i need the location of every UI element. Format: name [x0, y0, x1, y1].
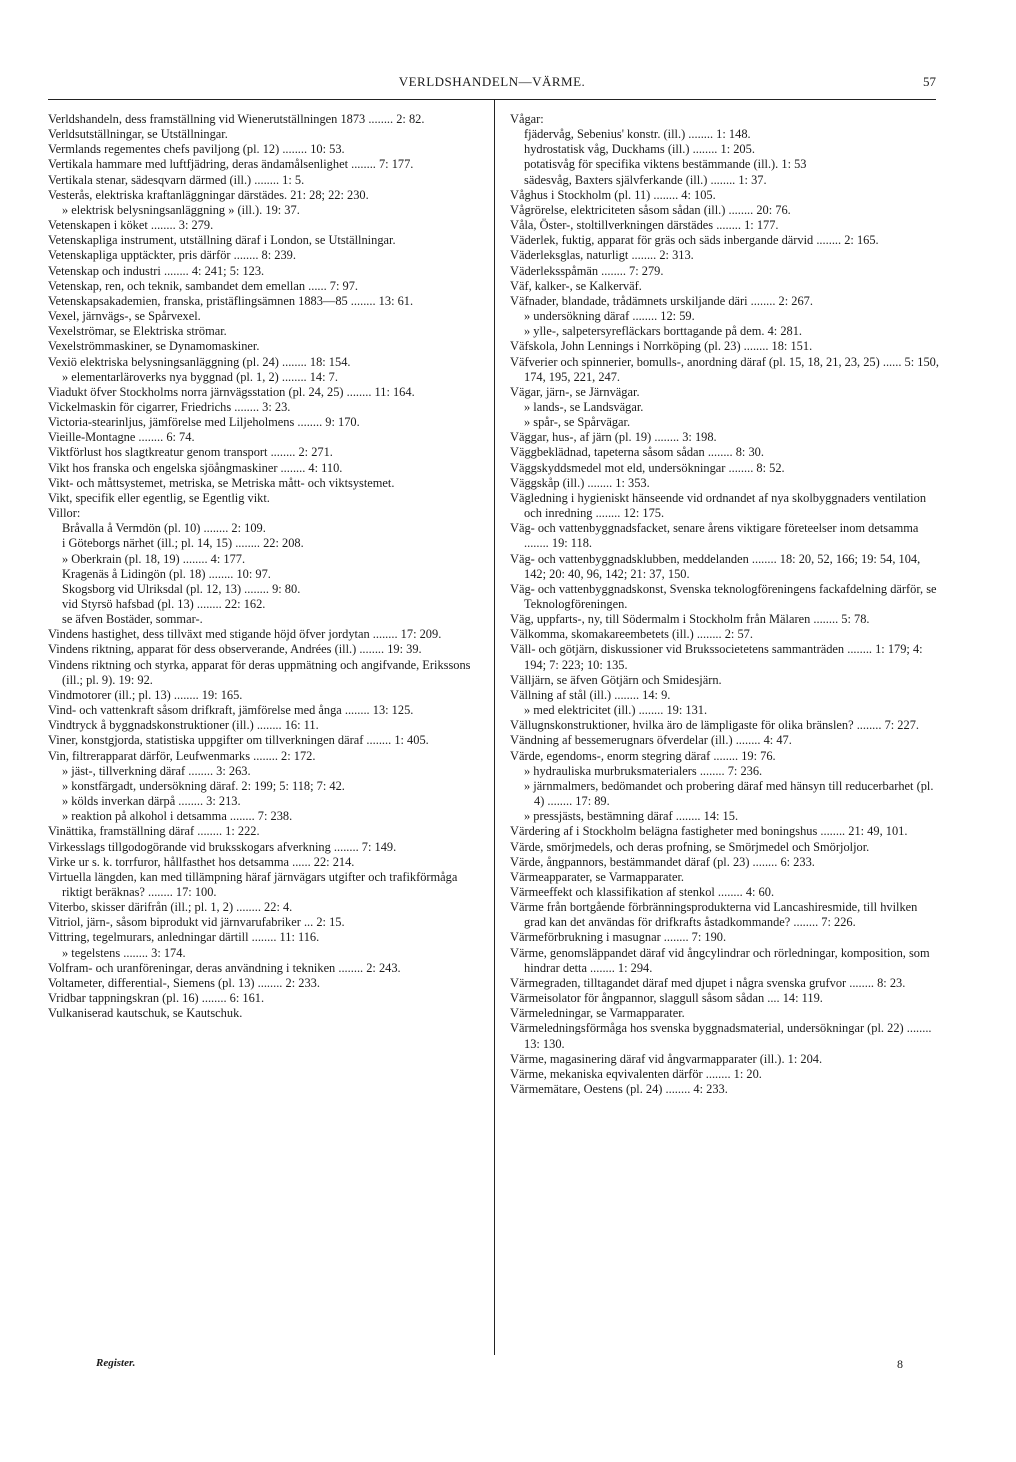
index-entry: Vittring, tegelmurars, anledningar därtill ........ 11: 116. [48, 930, 320, 945]
index-entry: Värdering af i Stockholm belägna fastigheter med boningshus ........ 21: 49, 101. [510, 824, 908, 839]
index-entry: Vetenskap, ren, och teknik, sambandet dem emellan ...... 7: 97. [48, 278, 359, 293]
index-entry: » elementarläroverks nya byggnad (pl. 1, 2) ........ 14: 7. [62, 369, 338, 384]
column-divider [494, 100, 495, 1355]
index-entry: Vermlands regementes chefs paviljong (pl. 12) ........ 10: 53. [48, 142, 345, 157]
index-entry: Våghus i Stockholm (pl. 11) ........ 4: 105. [510, 187, 716, 202]
index-entry: Vexelströmmaskiner, se Dynamomaskiner. [48, 339, 260, 354]
index-entry: Väggbeklädnad, tapeterna såsom sådan ........ 8: 30. [510, 445, 764, 460]
index-entry: Väfverier och spinnerier, bomulls-, anordning däraf (pl. 15, 18, 21, 23, 25) ...... 5: 150, 174, 195, 221, 247. [510, 354, 939, 384]
index-entry: Vulkaniserad kautschuk, se Kautschuk. [48, 1006, 243, 1021]
index-entry: Vetenskapsakademien, franska, pristäflingsämnen 1883—85 ........ 13: 61. [48, 293, 414, 308]
index-entry: Vitriol, järn-, såsom biprodukt vid järnvarufabriker ... 2: 15. [48, 915, 345, 930]
index-entry: Vertikala stenar, sädesqvarn därmed (ill.) ........ 1: 5. [48, 172, 305, 187]
index-entry: Vesterås, elektriska kraftanläggningar därstädes. 21: 28; 22: 230. [48, 187, 369, 202]
index-entry: » järnmalmers, bedömandet och probering däraf med hänsyn till reducerbarhet (pl. 4) ........ 17: 89. [524, 778, 934, 809]
index-entry: Vindmotorer (ill.; pl. 13) ........ 19: 165. [48, 687, 243, 702]
running-title: VERLDSHANDELN—VÄRME. [398, 74, 586, 89]
index-entry: Värmegraden, tilltagandet däraf med djupet i några svenska grufvor ........ 8: 23. [510, 975, 906, 990]
index-entry: Skogsborg vid Ulriksdal (pl. 12, 13) ........ 9: 80. [62, 581, 301, 596]
index-entry: Välkomma, skomakareembetets (ill.) ........ 2: 57. [510, 627, 753, 642]
index-entry: Vexelströmar, se Elektriska strömar. [48, 324, 227, 339]
header-rule [48, 99, 936, 100]
index-entry: i Göteborgs närhet (ill.; pl. 14, 15) ........ 22: 208. [62, 536, 304, 551]
index-entry: Vickelmaskin för cigarrer, Friedrichs ........ 3: 23. [48, 399, 291, 414]
index-entry: Väg- och vattenbyggnadsfacket, senare årens viktigare företeelser inom detsamma ........ 19: 118. [510, 521, 919, 551]
index-entry: Välljärn, se äfven Götjärn och Smidesjärn. [510, 672, 722, 687]
index-entry: Väg, uppfarts-, ny, till Södermalm i Stockholm från Mälaren ........ 5: 78. [510, 612, 870, 627]
index-entry: Virkesslags tillgodogörande vid bruksskogars afverkning ........ 7: 149. [48, 839, 397, 854]
index-entry: Vällning af stål (ill.) ........ 14: 9. [510, 687, 671, 702]
index-entry: Vertikala hammare med luftfjädring, deras ändamålsenlighet ........ 7: 177. [48, 157, 414, 172]
index-entry: Väg- och vattenbyggnadskonst, Svenska teknologföreningens fackafdelning därför, se Teknologföreningen. [510, 581, 937, 611]
footer-signature: 8 [897, 1357, 903, 1371]
index-entry: Kragenäs å Lidingön (pl. 18) ........ 10: 97. [62, 566, 271, 581]
index-entry: Väderleksglas, naturligt ........ 2: 313. [510, 248, 694, 263]
index-entry: » tegelstens ........ 3: 174. [62, 945, 186, 960]
index-entry: Viner, konstgjorda, statistiska uppgifter om tillverkningen däraf ........ 1: 405. [48, 733, 429, 748]
index-entry: Väggskåp (ill.) ........ 1: 353. [510, 475, 650, 490]
index-entry: » med elektricitet (ill.) ........ 19: 131. [524, 703, 708, 718]
index-entry: Volfram- och uranföreningar, deras användning i tekniken ........ 2: 243. [48, 960, 401, 975]
index-entry: Värmeledningar, se Varmapparater. [510, 1006, 685, 1021]
index-entry: fjädervåg, Sebenius' konstr. (ill.) ........ 1: 148. [524, 127, 751, 142]
index-entry: Vällugnskonstruktioner, hvilka äro de lämpligaste för olika bränslen? ........ 7: 227. [510, 718, 919, 733]
index-entry: Vinättika, framställning däraf ........ 1: 222. [48, 824, 260, 839]
index-entry: Värmeeffekt och klassifikation af stenkol ........ 4: 60. [510, 884, 775, 899]
index-entry: Vetenskapen i köket ........ 3: 279. [48, 218, 214, 233]
index-entry: Vetenskapliga upptäckter, pris därför ........ 8: 239. [48, 248, 296, 263]
index-entry: Vindens riktning och styrka, apparat för deras uppmätning och angifvande, Erikssons (ill.; pl. 9). 19: 92. [48, 657, 471, 687]
index-entry: Virke ur s. k. torrfuror, hållfasthet hos detsamma ...... 22: 214. [48, 854, 355, 869]
index-entry: Våla, Öster-, stoltillverkningen därstädes ........ 1: 177. [510, 218, 779, 233]
index-entry: Vikt, specifik eller egentlig, se Egentlig vikt. [48, 490, 270, 505]
index-entry: Vin, filtrerapparat därför, Leufwenmarks ........ 2: 172. [48, 748, 316, 763]
index-entry: potatisvåg för specifika viktens bestämmande (ill.). 1: 53 [524, 157, 807, 172]
index-entry: » spår-, se Spårvägar. [524, 415, 631, 430]
index-entry: Vexel, järnvägs-, se Spårvexel. [48, 309, 201, 324]
index-entry: Värmemätare, Oestens (pl. 24) ........ 4: 233. [510, 1082, 728, 1096]
index-entry: Villor: [48, 506, 81, 521]
index-entry: » elektrisk belysningsanläggning » (ill.). 19: 37. [62, 202, 300, 217]
index-entry: » konstfärgadt, undersökning däraf. 2: 199; 5: 118; 7: 42. [62, 778, 345, 793]
index-entry: » pressjästs, bestämning däraf ........ 14: 15. [524, 809, 739, 824]
index-entry: Verldshandeln, dess framställning vid Wienerutställningen 1873 ........ 2: 82. [48, 112, 425, 126]
index-entry: Värmeledningsförmåga hos svenska byggnadsmaterial, undersökningar (pl. 22) ........ 13: 130. [510, 1021, 932, 1051]
index-entry: Victoria-stearinljus, jämförelse med Liljeholmens ........ 9: 170. [48, 415, 360, 430]
page-number: 57 [923, 74, 936, 89]
index-entry: Värde, ångpannors, bestämmandet däraf (pl. 23) ........ 6: 233. [510, 854, 815, 869]
index-entry: Vändning af bessemerugnars öfverdelar (ill.) ........ 4: 47. [510, 733, 792, 748]
index-entry: » undersökning däraf ........ 12: 59. [524, 309, 695, 324]
index-entry: Värmeapparater, se Varmapparater. [510, 869, 685, 884]
footer-register: Register. [96, 1357, 136, 1369]
index-entry: Väderleksspåmän ........ 7: 279. [510, 263, 664, 278]
index-entry: Vetenskapliga instrument, utställning däraf i London, se Utställningar. [48, 233, 396, 248]
index-entry: Väg- och vattenbyggnadsklubben, meddelanden ........ 18: 20, 52, 166; 19: 54, 104, 142; 20: 40, 96, 142; 21: 37, 150. [510, 551, 921, 581]
index-entry: Viadukt öfver Stockholms norra järnvägsstation (pl. 24, 25) ........ 11: 164. [48, 384, 415, 399]
index-entry: » kölds inverkan därpå ........ 3: 213. [62, 794, 241, 809]
index-entry: Värme, mekaniska eqvivalenten därför ........ 1: 20. [510, 1066, 762, 1081]
index-entry: Vindtryck å byggnadskonstruktioner (ill.) ........ 16: 11. [48, 718, 319, 733]
index-entry: Värde, egendoms-, enorm stegring däraf ........ 19: 76. [510, 748, 776, 763]
index-entry: Väfskola, John Lennings i Norrköping (pl. 23) ........ 18: 151. [510, 339, 813, 354]
index-entry: Vägledning i hygieniskt hänseende vid ordnandet af nya skolbyggnaders ventilation och inredning ........ 12: 175. [510, 490, 927, 521]
index-entry: sädesvåg, Baxters självferkande (ill.) ........ 1: 37. [524, 172, 767, 187]
page-header [48, 74, 936, 96]
index-entry: Väderlek, fuktig, apparat för gräs och säds inbergande därvid ........ 2: 165. [510, 233, 879, 248]
index-entry: Vikt hos franska och engelska sjöångmaskiner ........ 4: 110. [48, 460, 343, 475]
index-entry: Viktförlust hos slagtkreatur genom transport ........ 2: 271. [48, 445, 333, 460]
index-entry: Värde, smörjmedels, och deras profning, se Smörjmedel och Smörjoljor. [510, 839, 870, 854]
index-entry: Väggar, hus-, af järn (pl. 19) ........ 3: 198. [510, 430, 717, 445]
index-entry: Vindens riktning, apparat för dess observerande, Andrées (ill.) ........ 19: 39. [48, 642, 422, 657]
index-entry: Väll- och götjärn, diskussioner vid Brukssocietetens sammanträden ........ 1: 179; 4: 194; 7: 223; 10: 135. [510, 642, 923, 672]
index-entry: Vridbar tappningskran (pl. 16) ........ 6: 161. [48, 991, 265, 1006]
index-entry: Värme, magasinering däraf vid ångvarmapparater (ill.). 1: 204. [510, 1051, 823, 1066]
index-entry: se äfven Bostäder, sommar-. [62, 612, 203, 627]
right-index-column [510, 112, 940, 1097]
index-entry: » jäst-, tillverkning däraf ........ 3: 263. [62, 763, 251, 778]
index-entry: » Oberkrain (pl. 18, 19) ........ 4: 177. [62, 551, 246, 566]
index-entry: Vågrörelse, elektriciteten såsom sådan (ill.) ........ 20: 76. [510, 202, 791, 217]
index-entry: Viterbo, skisser därifrån (ill.; pl. 1, 2) ........ 22: 4. [48, 900, 293, 915]
index-entry: Värme från bortgående förbränningsprodukterna vid Lancashiresmide, till hvilken grad kan det användas för drifkrafts åstadkommande? ........ 7: 226. [510, 900, 918, 930]
index-entry: Vexiö elektriska belysningsanläggning (pl. 24) ........ 18: 154. [48, 354, 351, 369]
index-entry: Vägar, järn-, se Järnvägar. [510, 384, 640, 399]
index-entry: » hydrauliska murbruksmaterialers ........ 7: 236. [524, 763, 763, 778]
index-entry: vid Styrsö hafsbad (pl. 13) ........ 22: 162. [62, 597, 266, 611]
index-entry: Värmeförbrukning i masugnar ........ 7: 190. [510, 930, 727, 945]
index-entry: Verldsutställningar, se Utställningar. [48, 127, 228, 142]
index-entry: Väggskyddsmedel mot eld, undersökningar ........ 8: 52. [510, 460, 785, 475]
index-entry: Värme, genomsläppandet däraf vid ångcylindrar och rörledningar, komposition, som hindrar detta ........ 1: 294. [510, 945, 930, 975]
index-entry: Bråvalla å Vermdön (pl. 10) ........ 2: 109. [62, 521, 266, 536]
index-entry: hydrostatisk våg, Duckhams (ill.) ........ 1: 205. [524, 142, 755, 157]
index-entry: Vetenskap och industri ........ 4: 241; 5: 123. [48, 263, 265, 278]
index-entry: Vågar: [510, 112, 544, 126]
index-entry: Vind- och vattenkraft såsom drifkraft, jämförelse med ånga ........ 13: 125. [48, 703, 414, 718]
index-entry: Vikt- och måttsystemet, metriska, se Metriska mått- och viktsystemet. [48, 475, 395, 490]
index-entry: Vieille-Montagne ........ 6: 74. [48, 430, 195, 445]
index-entry: Väf, kalker-, se Kalkerväf. [510, 278, 642, 293]
index-entry: Vindens hastighet, dess tillväxt med stigande höjd öfver jordytan ........ 17: 209. [48, 627, 442, 642]
left-index-column [48, 112, 488, 1021]
index-entry: Virtuella längden, kan med tillämpning häraf järnvägars utgifter och trafikförmåga riktigt beräknas? ........ 17: 100. [48, 869, 458, 899]
index-entry: Väfnader, blandade, trådämnets urskiljande däri ........ 2: 267. [510, 293, 813, 308]
index-entry: » ylle-, salpetersyrefläckars borttagande på dem. 4: 281. [524, 324, 802, 339]
index-entry: Voltameter, differential-, Siemens (pl. 13) ........ 2: 233. [48, 975, 320, 990]
index-entry: » lands-, se Landsvägar. [524, 399, 644, 414]
index-entry: Värmeisolator för ångpannor, slaggull såsom sådan .... 14: 119. [510, 991, 823, 1006]
index-entry: » reaktion på alkohol i detsamma ........ 7: 238. [62, 809, 293, 824]
